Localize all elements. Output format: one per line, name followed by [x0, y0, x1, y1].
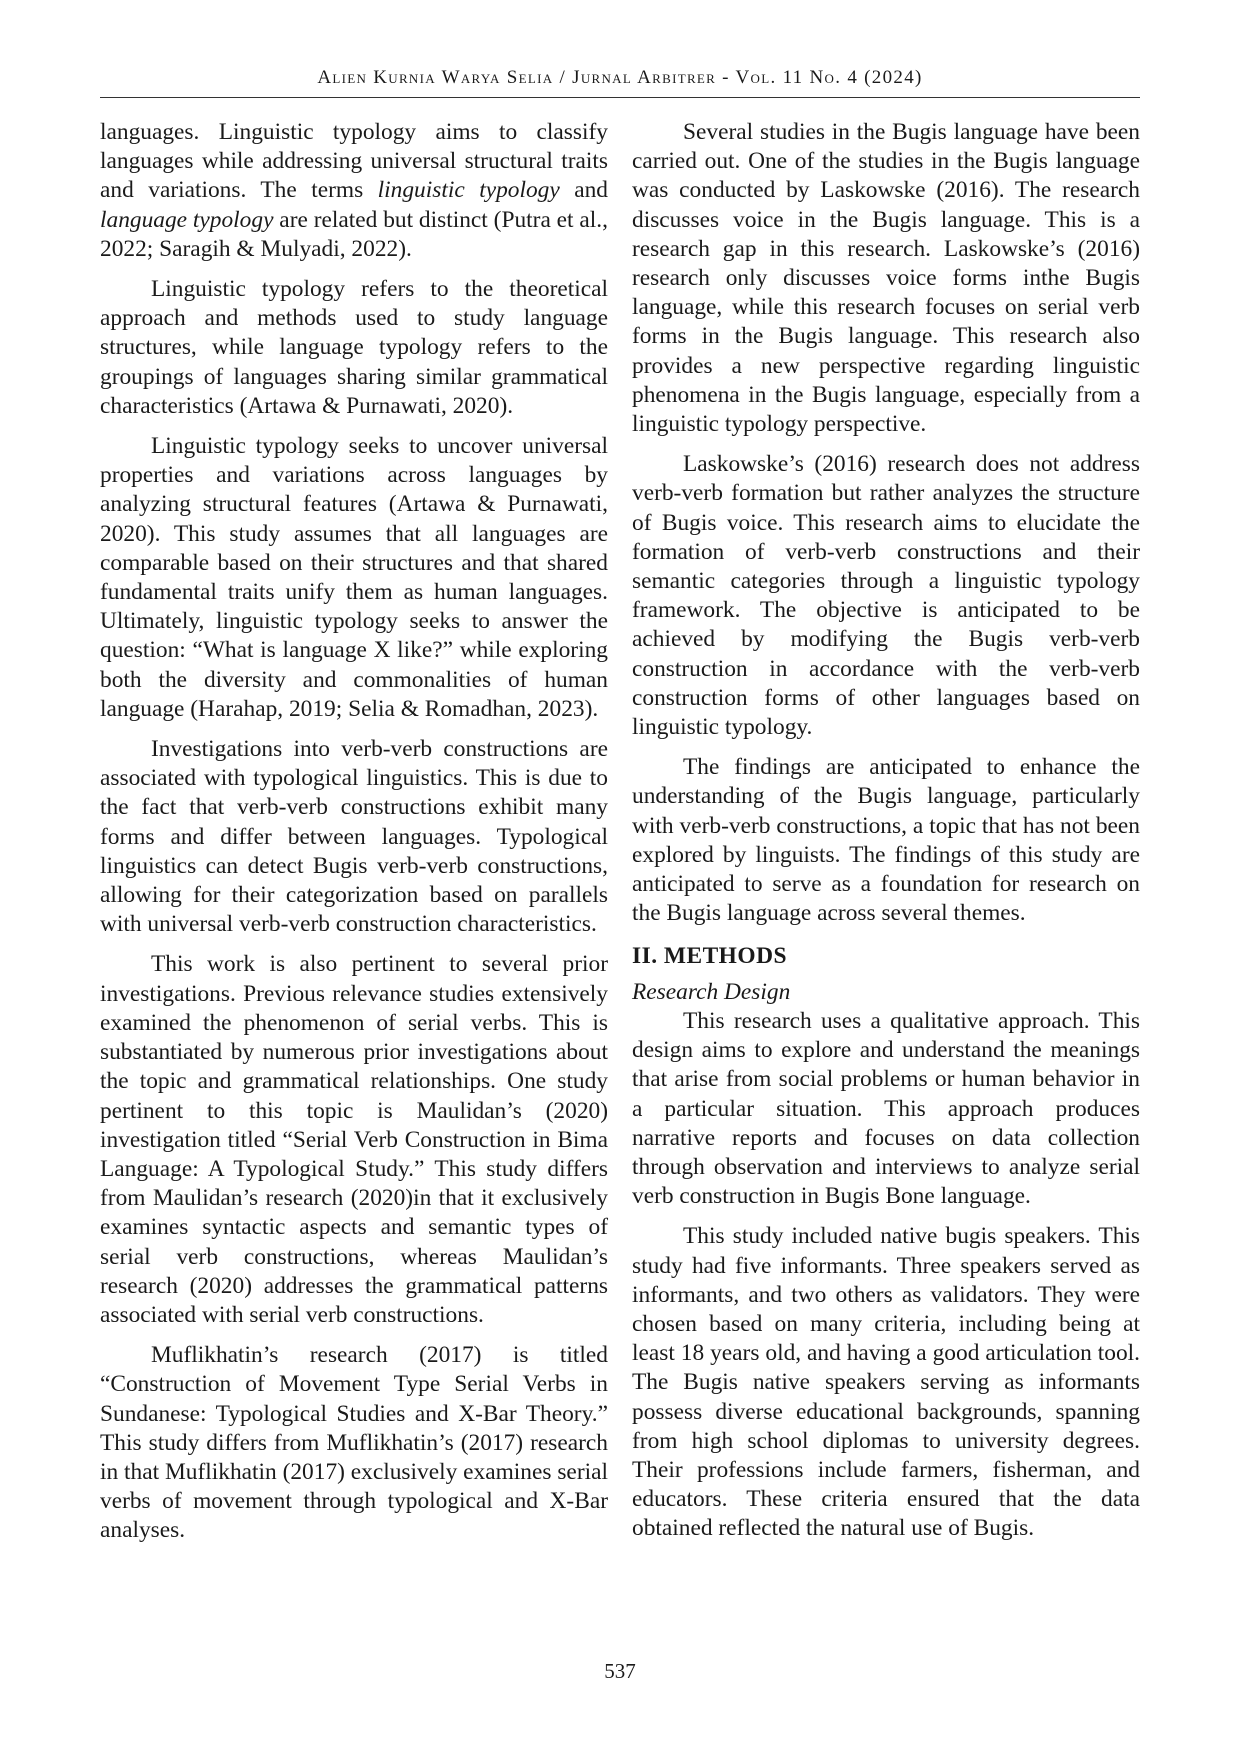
page-number: 537: [604, 1659, 636, 1683]
term-language-typology: language typology: [100, 206, 274, 233]
paragraph: This study included native bugis speakers. This study had five informants. Three speakers served as informants, and two others as validators. They were chosen based on many criteria, including being at least 18 years old, and having a good articulation tool. The Bugis native speakers serving as informants possess diverse educational backgrounds, spanning from high school diplomas to university degrees. Their professions include farmers, fisherman, and educators. These criteria ensured that the data obtained reflected the natural use of Bugis.: [632, 1223, 1140, 1542]
paragraph: Linguistic typology refers to the theoretical approach and methods used to study language structures, while language typology refers to the groupings of languages sharing similar grammatical characteristics (Artawa & Purnawati, 2020).: [100, 276, 608, 419]
paragraph: Investigations into verb-verb constructions are associated with typological linguistics. This is due to the fact that verb-verb constructions exhibit many forms and differ between languages. Typological linguistics can detect Bugis verb-verb constructions, allowing for their categorization based on parallels with universal verb-verb construction characteristics.: [100, 736, 608, 938]
right-column: [632, 118, 1140, 1555]
running-head: Alien Kurnia Warya Selia / Jurnal Arbitrer - Vol. 11 No. 4 (2024): [317, 67, 923, 88]
header-rule: [100, 97, 1140, 98]
paragraph: This research uses a qualitative approach. This design aims to explore and understand the meanings that arise from social problems or human behavior in a particular situation. This approach produces narrative reports and focuses on data collection through observation and interviews to analyze serial verb construction in Bugis Bone language.: [632, 1007, 1140, 1210]
paragraph: Several studies in the Bugis language have been carried out. One of the studies in the Bugis language was conducted by Laskowske (2016). The research discusses voice in the Bugis language. This is a research gap in this research. Laskowske’s (2016) research only discusses voice forms inthe Bugis language, while this research focuses on serial verb forms in the Bugis language. This research also provides a new perspective regarding linguistic phenomena in the Bugis language, especially from a linguistic typology perspective.: [632, 119, 1140, 438]
paragraph: Muflikhatin’s research (2017) is titled “Construction of Movement Type Serial Verbs in Sundanese: Typological Studies and X-Bar Theory.” This study differs from Muflikhatin’s (2017) research in that Muflikhatin (2017) exclusively examines serial verbs of movement through typological and X-Bar analyses.: [100, 1342, 608, 1544]
paragraph: This work is also pertinent to several prior investigations. Previous relevance studies extensively examined the phenomenon of serial verbs. This is substantiated by numerous prior investigations about the topic and grammatical relationships. One study pertinent to this topic is Maulidan’s (2020) investigation titled “Serial Verb Construction in Bima Language: A Typological Study.” This study differs from Maulidan’s research (2020)in that it exclusively examines syntactic aspects and semantic types of serial verb constructions, whereas Maulidan’s research (2020) addresses the grammatical patterns associated with serial verb constructions.: [100, 951, 608, 1328]
term-linguistic-typology: linguistic typology: [377, 177, 560, 204]
paragraph-continued: languages. Linguistic typology aims to classify languages while addressing universal structural traits and variations. The terms linguistic typology and language typology are related but distinct (Putra et al., 2022; Saragih & Mulyadi, 2022).: [100, 119, 608, 262]
paragraph: The findings are anticipated to enhance the understanding of the Bugis language, particularly with verb-verb constructions, a topic that has not been explored by linguists. The findings of this study are anticipated to serve as a foundation for research on the Bugis language across several themes.: [632, 754, 1140, 927]
paragraph: Laskowske’s (2016) research does not address verb-verb formation but rather analyzes the structure of Bugis voice. This research aims to elucidate the formation of verb-verb constructions and their semantic categories through a linguistic typology framework. The objective is anticipated to be achieved by modifying the Bugis verb-verb construction in accordance with the verb-verb construction forms of other languages based on linguistic typology.: [632, 451, 1140, 741]
left-column: [100, 118, 608, 1557]
section-heading-methods: II. METHODS: [632, 943, 787, 970]
subheading-research-design: Research Design: [632, 978, 791, 1005]
paragraph: Linguistic typology seeks to uncover universal properties and variations across languages by analyzing structural features (Artawa & Purnawati, 2020). This study assumes that all languages are comparable based on their structures and that shared fundamental traits unify them as human languages. Ultimately, linguistic typology seeks to answer the question: “What is language X like?” while exploring both the diversity and commonalities of human language (Harahap, 2019; Selia & Romadhan, 2023).: [100, 433, 608, 722]
